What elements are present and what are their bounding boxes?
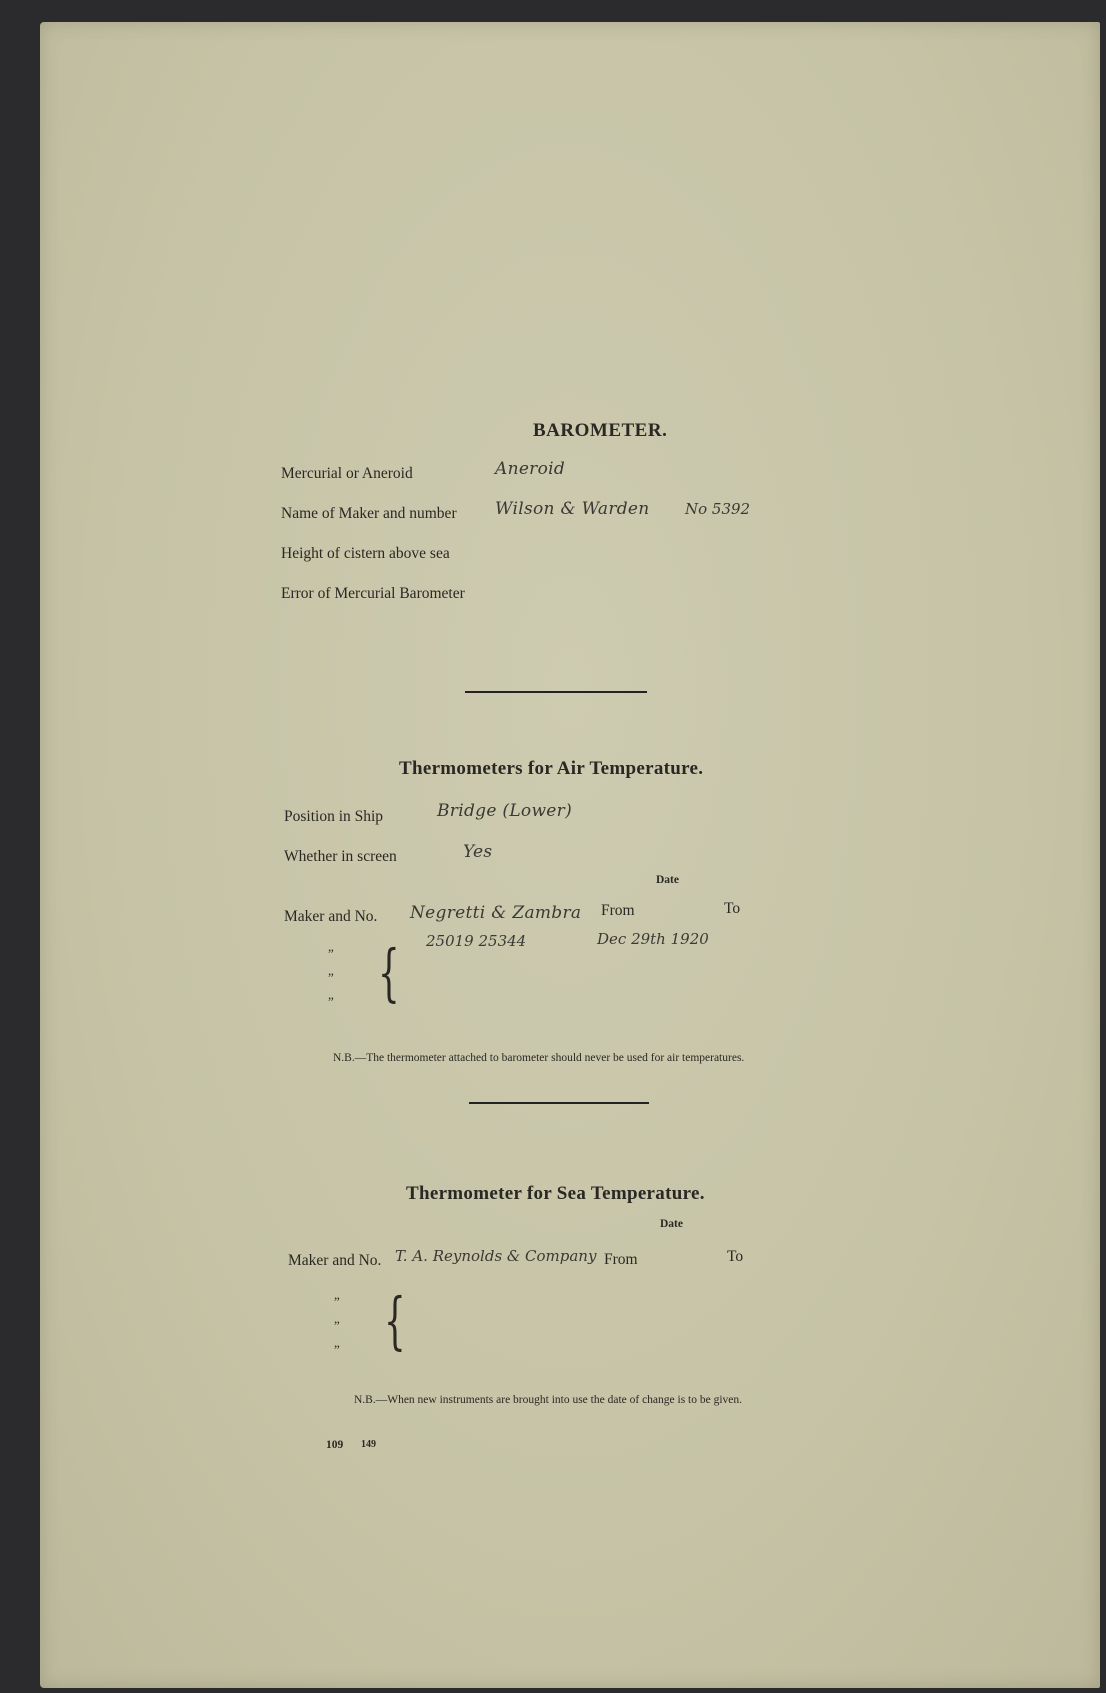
air-maker-value: Negretti & Zambra <box>410 903 582 923</box>
screen-value: Yes <box>463 842 493 862</box>
air-to-label: To <box>724 900 741 917</box>
position-label: Position in Ship <box>284 808 384 825</box>
air-note: N.B.—The thermometer attached to barometer should never be used for air temperatures. <box>333 1052 745 1064</box>
barometer-error-label: Error of Mercurial Barometer <box>281 585 465 602</box>
sea-from-label: From <box>604 1251 638 1268</box>
sea-maker-label: Maker and No. <box>288 1252 382 1269</box>
air-brace: { <box>378 936 400 1009</box>
mercurial-aneroid-label: Mercurial or Aneroid <box>281 465 413 482</box>
sea-maker-value: T. A. Reynolds & Company <box>395 1247 597 1265</box>
maker-number-label: Name of Maker and number <box>281 505 457 522</box>
divider-2 <box>469 1102 649 1104</box>
footer-number-2: 149 <box>361 1439 376 1450</box>
sea-note: N.B.—When new instruments are brought into use the date of change is to be given. <box>354 1394 743 1406</box>
air-ditto-3: ” <box>328 994 334 1009</box>
barometer-heading: BAROMETER. <box>533 420 668 441</box>
air-numbers-value: 25019 25344 <box>426 932 527 950</box>
sea-ditto-2: ” <box>334 1318 340 1333</box>
air-ditto-1: ” <box>328 946 334 961</box>
position-value: Bridge (Lower) <box>437 801 573 821</box>
air-from-value: Dec 29th 1920 <box>597 930 709 948</box>
air-from-label: From <box>601 902 635 919</box>
screen-label: Whether in screen <box>284 848 397 865</box>
footer-number-1: 109 <box>326 1439 344 1451</box>
cistern-height-label: Height of cistern above sea <box>281 545 450 562</box>
divider-1 <box>465 691 647 693</box>
mercurial-aneroid-value: Aneroid <box>495 459 566 479</box>
air-ditto-2: ” <box>328 970 334 985</box>
form-page <box>40 22 1100 1688</box>
sea-to-label: To <box>727 1248 744 1265</box>
air-date-label: Date <box>656 874 679 886</box>
sea-brace: { <box>384 1284 406 1357</box>
maker-number-value-2: No 5392 <box>685 500 751 518</box>
sea-ditto-3: ” <box>334 1342 340 1357</box>
sea-date-label: Date <box>660 1218 683 1230</box>
maker-number-value: Wilson & Warden <box>495 499 650 519</box>
sea-thermometer-heading: Thermometer for Sea Temperature. <box>406 1183 705 1204</box>
sea-ditto-1: ” <box>334 1294 340 1309</box>
air-thermometers-heading: Thermometers for Air Temperature. <box>399 758 704 779</box>
air-maker-label: Maker and No. <box>284 908 378 925</box>
